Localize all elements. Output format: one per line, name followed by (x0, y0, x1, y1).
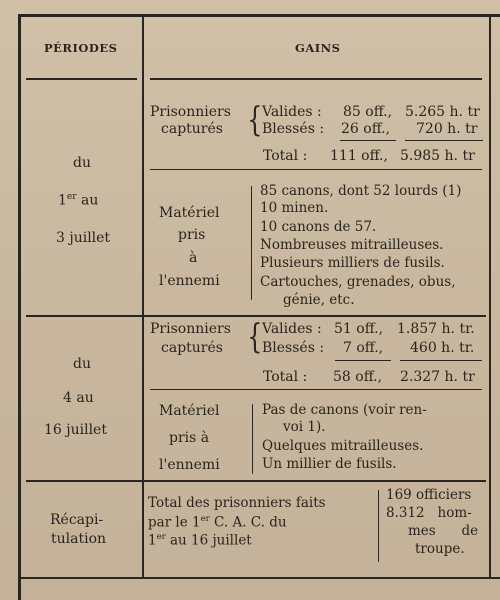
period-1-materiel-brace (251, 186, 252, 300)
period-2-du: du (73, 356, 91, 372)
period-1-sum-rule-men (405, 140, 483, 141)
period-1-materiel-label-3: à (189, 250, 198, 266)
period-2-wounded-men: 460 h. tr. (410, 340, 475, 356)
period-2-prisoners-label-1: Prisonniers (150, 321, 231, 337)
period-1-prisoners-label-1: Prisonniers (150, 104, 231, 120)
header-rule-right (150, 78, 482, 80)
column-divider (142, 14, 144, 577)
period-2-total-men: 2.327 h. tr (400, 369, 475, 385)
row-divider-2 (26, 480, 486, 482)
period-1-materiel-label-1: Matériel (159, 205, 220, 221)
period-2-prisoners-brace: { (247, 317, 263, 357)
recap-result-3: mes de (408, 523, 479, 539)
period-1-from-sup: er (66, 192, 77, 202)
period-2-to: 16 juillet (44, 422, 107, 438)
period-1-total-off: 111 off., (330, 148, 388, 164)
period-1-valid-off: 85 off., (343, 104, 393, 120)
recap-text-3: 1 (148, 532, 157, 549)
recap-label-2: tulation (51, 531, 107, 547)
top-border (18, 14, 500, 17)
period-2-from: 4 (63, 390, 72, 406)
recap-brace (378, 490, 379, 562)
period-2-total-off: 58 off., (333, 369, 383, 385)
recap-text-3-sup: er (156, 532, 166, 542)
period-2-valid-label: Valides : (262, 321, 322, 337)
period-1-total-rule (150, 169, 482, 170)
period-2-au: au (76, 390, 94, 406)
period-2-wounded-off: 7 off., (343, 340, 384, 356)
period-1-materiel-item: génie, etc. (283, 292, 355, 308)
period-1-materiel-item: Cartouches, grenades, obus, (260, 274, 456, 290)
period-1-prisoners-brace: { (247, 100, 263, 140)
period-1-au: au (81, 192, 99, 209)
recap-result-2: 8.312 hom- (386, 505, 472, 521)
period-2-materiel-label-1: Matériel (159, 403, 220, 419)
recap-text-2-end: C. A. C. du (209, 514, 287, 531)
period-1-materiel-label-2: pris (178, 227, 206, 243)
period-2-valid-off: 51 off., (334, 321, 384, 337)
period-2-materiel-item: voi 1). (283, 419, 326, 435)
recap-text-2: par le 1 (148, 514, 201, 531)
period-2-materiel-label-3: l'ennemi (159, 457, 220, 473)
period-1-valid-men: 5.265 h. tr (405, 104, 480, 120)
period-2-total-rule (150, 389, 482, 390)
period-2-valid-men: 1.857 h. tr. (397, 321, 475, 337)
period-1-from-line (58, 193, 98, 208)
period-2-materiel-item: Quelques mitrailleuses. (262, 438, 424, 454)
recap-text-2-line (148, 515, 287, 530)
period-1-sum-rule-off (340, 140, 396, 141)
period-1-from: 1 (58, 192, 67, 209)
header-periods: PÉRIODES (44, 41, 118, 55)
period-1-wounded-men: 720 h. tr (416, 121, 478, 137)
period-2-materiel-item: Pas de canons (voir ren- (262, 402, 427, 418)
period-1-to: 3 juillet (56, 230, 111, 246)
bottom-rule (21, 577, 500, 579)
recap-result-4: troupe. (415, 541, 465, 557)
period-1-du: du (73, 155, 91, 171)
recap-text-1: Total des prisonniers faits (148, 495, 326, 511)
period-2-materiel-brace (252, 404, 253, 474)
left-border (18, 14, 21, 600)
period-1-wounded-off: 26 off., (341, 121, 391, 137)
period-1-prisoners-label-2: capturés (161, 121, 223, 137)
recap-text-3-line (148, 533, 252, 548)
period-2-prisoners-label-2: capturés (161, 340, 223, 356)
recap-text-3-end: au 16 juillet (165, 532, 252, 549)
period-1-materiel-item: 85 canons, dont 52 lourds (1) (260, 183, 462, 199)
period-2-from-line (63, 391, 94, 405)
period-1-total-label: Total : (263, 148, 308, 164)
period-2-sum-rule-off (335, 360, 391, 361)
period-1-wounded-label: Blessés : (262, 121, 325, 137)
header-rule-left (26, 78, 137, 80)
period-1-materiel-item: 10 minen. (260, 200, 329, 216)
period-2-wounded-label: Blessés : (262, 340, 325, 356)
period-2-materiel-label-2: pris à (169, 430, 210, 446)
period-1-total-men: 5.985 h. tr (400, 148, 475, 164)
right-column-divider (489, 14, 491, 577)
period-2-total-label: Total : (263, 369, 308, 385)
recap-result-1: 169 officiers (386, 487, 472, 503)
period-2-sum-rule-men (400, 360, 482, 361)
recap-label-1: Récapi- (50, 512, 104, 528)
period-1-materiel-item: Plusieurs milliers de fusils. (260, 255, 445, 271)
period-1-materiel-item: 10 canons de 57. (260, 219, 377, 235)
period-2-materiel-item: Un millier de fusils. (262, 456, 397, 472)
period-1-materiel-label-4: l'ennemi (159, 273, 220, 289)
header-gains: GAINS (295, 41, 341, 55)
period-1-valid-label: Valides : (262, 104, 322, 120)
recap-text-2-sup: er (200, 514, 210, 524)
period-1-materiel-item: Nombreuses mitrailleuses. (260, 237, 444, 253)
